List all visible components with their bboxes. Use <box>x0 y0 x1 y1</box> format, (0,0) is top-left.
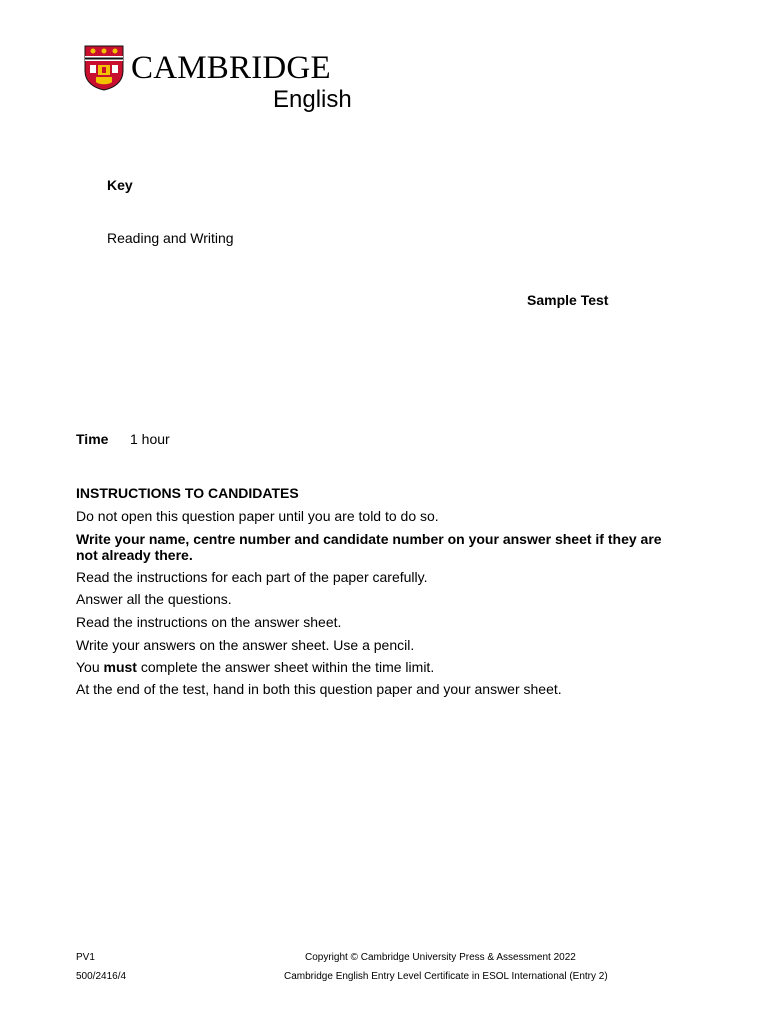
instructions-heading: INSTRUCTIONS TO CANDIDATES <box>76 485 299 501</box>
logo-wordmark: CAMBRIDGE <box>131 50 331 86</box>
instruction-line-emphasis: Write your name, centre number and candidate number on your answer sheet if they are not already there. <box>76 531 662 563</box>
footer-copyright: Copyright © Cambridge University Press & Assessment 2022 <box>305 952 576 963</box>
instruction-line-must <box>76 659 686 675</box>
footer-reference: 500/2416/4 <box>76 971 127 982</box>
logo-subtitle: English <box>273 86 352 113</box>
must-emphasis: must <box>103 659 137 675</box>
instruction-line: Do not open this question paper until you are told to do so. <box>76 508 439 524</box>
cambridge-shield-icon <box>84 45 124 91</box>
time-value: 1 hour <box>130 431 170 447</box>
must-line-after: complete the answer sheet within the time limit. <box>136 659 435 675</box>
instruction-line: At the end of the test, hand in both this question paper and your answer sheet. <box>76 681 562 697</box>
instruction-line: Read the instructions on the answer sheet. <box>76 614 342 630</box>
instruction-line: Answer all the questions. <box>76 591 232 607</box>
time-label: Time <box>76 431 109 447</box>
instruction-line: Write your answers on the answer sheet. Use a pencil. <box>76 637 415 653</box>
must-line-before: You <box>76 659 104 675</box>
footer-code: PV1 <box>76 952 95 963</box>
cambridge-english-logo <box>84 45 359 117</box>
paper-subject: Reading and Writing <box>107 230 234 246</box>
sample-test-label: Sample Test <box>527 292 609 308</box>
instruction-line: Read the instructions for each part of the paper carefully. <box>76 569 428 585</box>
footer-certificate: Cambridge English Entry Level Certificate in ESOL International (Entry 2) <box>284 971 608 982</box>
key-label: Key <box>107 177 133 193</box>
